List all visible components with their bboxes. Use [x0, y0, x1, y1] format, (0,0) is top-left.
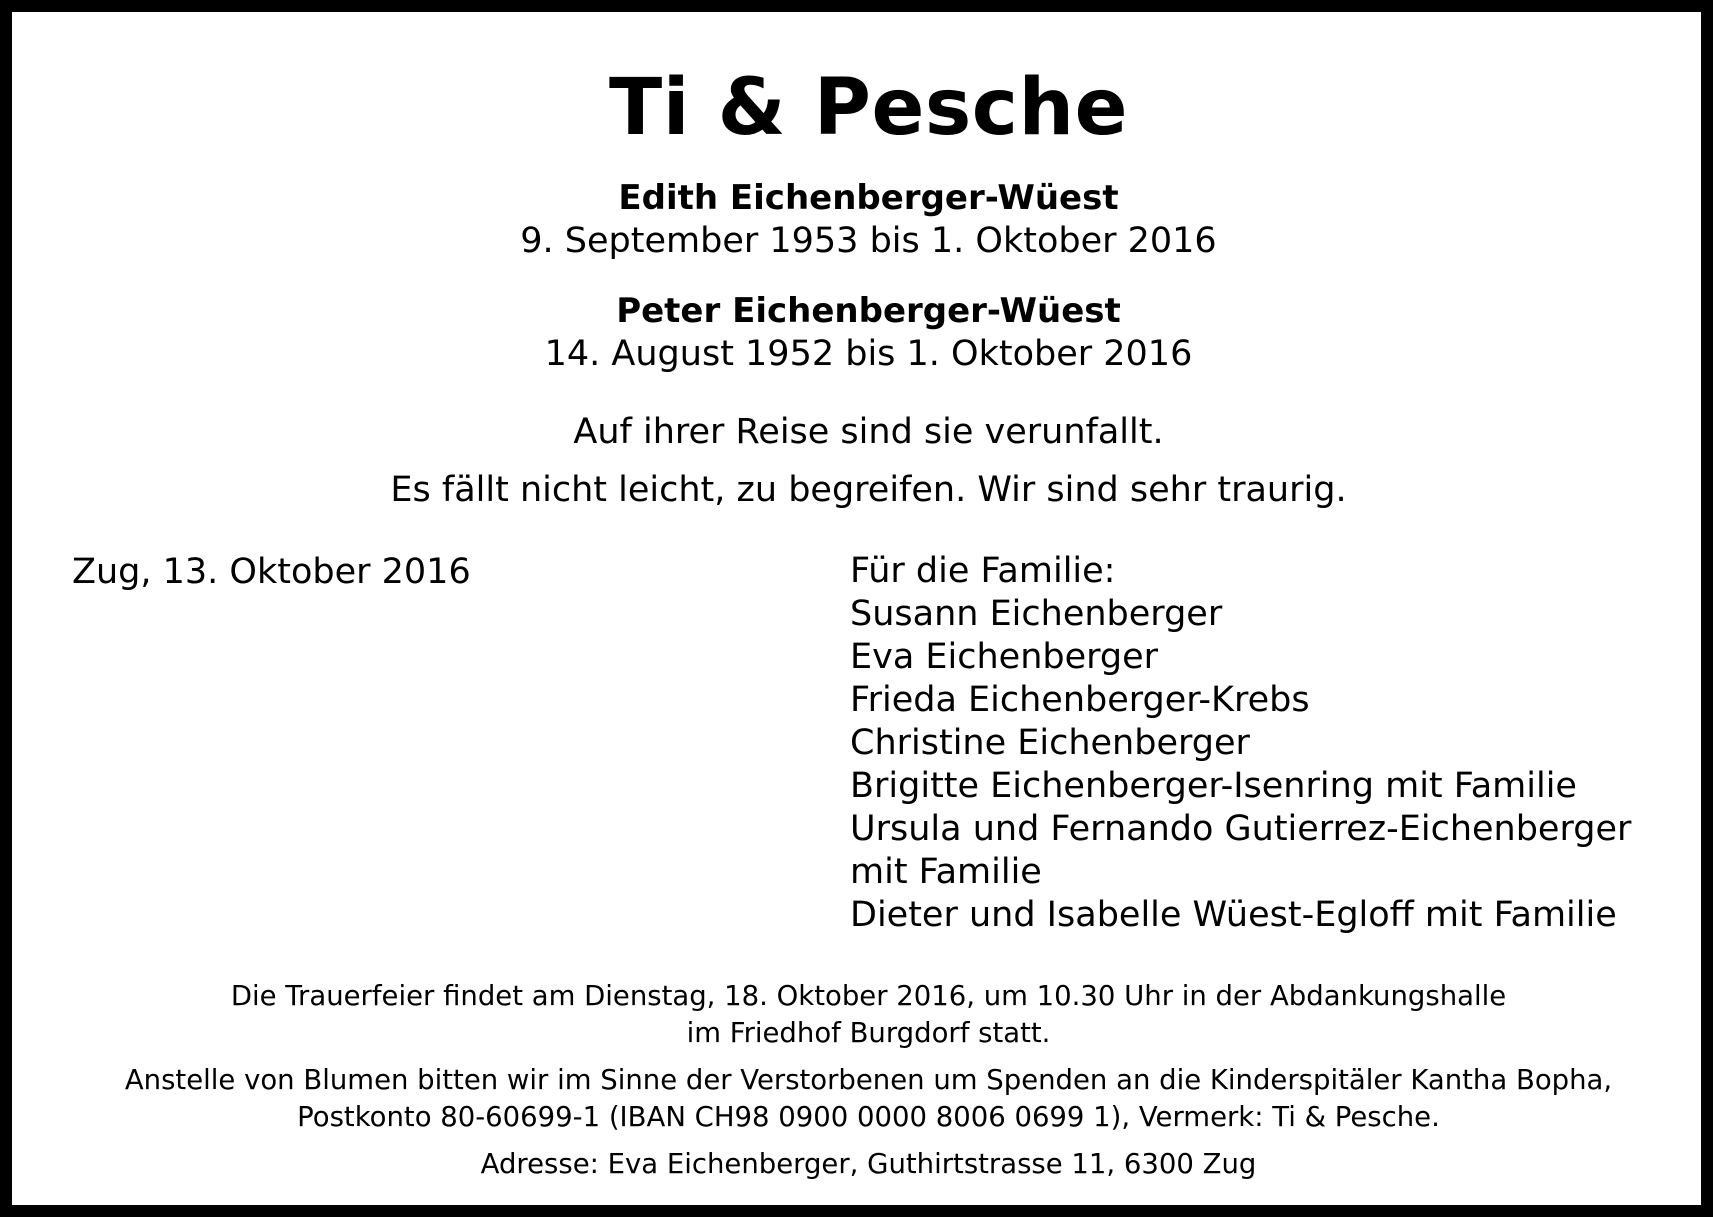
obituary-title: Ti & Pesche [609, 63, 1128, 153]
donation-line-2: Postkonto 80-60699-1 (IBAN CH98 0900 0000 8006 0699 1), Vermerk: Ti & Pesche. [297, 1101, 1440, 1133]
message-line-2: Es fällt nicht leicht, zu begreifen. Wir sind sehr traurig. [390, 470, 1347, 510]
family-member: Brigitte Eichenberger-Isenring mit Familie [850, 766, 1577, 806]
family-member: Dieter und Isabelle Wüest-Egloff mit Familie [850, 895, 1617, 935]
family-member: Ursula und Fernando Gutierrez-Eichenberger [850, 809, 1632, 849]
person-name-edith: Edith Eichenberger-Wüest [618, 178, 1119, 218]
service-line-2: im Friedhof Burgdorf statt. [686, 1017, 1051, 1049]
place-and-date: Zug, 13. Oktober 2016 [72, 552, 471, 592]
message-line-1: Auf ihrer Reise sind sie verunfallt. [573, 412, 1164, 452]
person-dates-edith: 9. September 1953 bis 1. Oktober 2016 [520, 221, 1217, 261]
family-block [850, 550, 1631, 937]
family-member: Susann Eichenberger [850, 594, 1223, 634]
family-heading: Für die Familie: [850, 551, 1116, 591]
person-dates-peter: 14. August 1952 bis 1. Oktober 2016 [544, 334, 1193, 374]
service-line-1: Die Trauerfeier findet am Dienstag, 18. Oktober 2016, um 10.30 Uhr in der Abdankungshalle [230, 980, 1507, 1012]
family-member: Frieda Eichenberger-Krebs [850, 680, 1310, 720]
family-member: mit Familie [850, 852, 1042, 892]
donation-line-1: Anstelle von Blumen bitten wir im Sinne der Verstorbenen um Spenden an die Kinderspitäler Kantha Bopha, [124, 1064, 1613, 1096]
contact-address: Adresse: Eva Eichenberger, Guthirtstrasse 11, 6300 Zug [480, 1148, 1257, 1180]
family-member: Eva Eichenberger [850, 637, 1159, 677]
person-name-peter: Peter Eichenberger-Wüest [616, 291, 1121, 331]
family-member: Christine Eichenberger [850, 723, 1250, 763]
